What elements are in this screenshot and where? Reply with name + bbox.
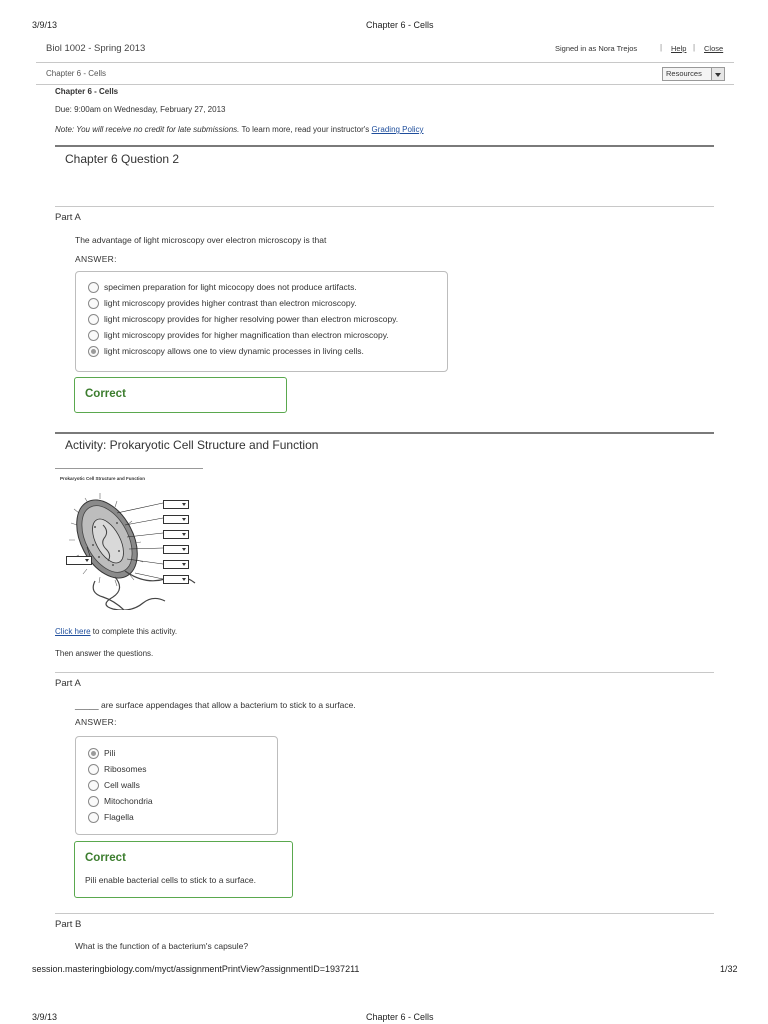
section-divider — [55, 432, 714, 434]
choice-label: Pili — [104, 748, 116, 758]
late-note-italic: Note: You will receive no credit for late submissions. — [55, 125, 240, 134]
label-dropdown[interactable] — [163, 500, 189, 509]
label-dropdown[interactable] — [66, 556, 92, 565]
late-note — [55, 125, 424, 134]
feedback-title: Correct — [85, 388, 126, 400]
resources-dropdown[interactable] — [662, 67, 725, 81]
question-text: _____ are surface appendages that allow a bacterium to stick to a surface. — [75, 700, 356, 710]
help-link[interactable]: Help — [671, 44, 687, 53]
radio-button[interactable] — [88, 780, 99, 791]
answer-choice[interactable] — [88, 330, 389, 341]
choice-label: Ribosomes — [104, 764, 147, 774]
feedback-box — [74, 841, 293, 898]
part-divider — [55, 672, 714, 673]
header-separator: | — [660, 43, 663, 52]
choice-label: specimen preparation for light micocopy does not produce artifacts. — [104, 282, 357, 292]
part-divider — [55, 206, 714, 207]
radio-button-selected[interactable] — [88, 748, 99, 759]
question-text: The advantage of light microscopy over electron microscopy is that — [75, 235, 327, 245]
answer-choices — [75, 736, 278, 835]
header-separator: | — [693, 43, 696, 52]
part-label: Part A — [55, 212, 81, 223]
feedback-message: Pili enable bacterial cells to stick to a surface. — [85, 875, 257, 885]
print-date: 3/9/13 — [32, 20, 58, 30]
label-dropdown[interactable] — [163, 530, 189, 539]
print-title: Chapter 6 - Cells — [366, 20, 434, 30]
grading-policy-link[interactable]: Grading Policy — [371, 125, 424, 134]
answer-choice[interactable] — [88, 764, 147, 775]
resources-label: Resources — [666, 69, 702, 78]
answer-choice[interactable] — [88, 812, 134, 823]
part-label: Part A — [55, 678, 81, 689]
activity-instruction-text: to complete this activity. — [90, 627, 178, 636]
chevron-down-icon — [711, 68, 724, 80]
question-title: Chapter 6 Question 2 — [65, 152, 180, 166]
label-dropdown[interactable] — [163, 515, 189, 524]
print-date: 3/9/13 — [32, 1012, 58, 1022]
then-answer-text: Then answer the questions. — [55, 649, 154, 658]
answer-choice[interactable] — [88, 298, 357, 309]
part-label: Part B — [55, 919, 82, 930]
question-text: What is the function of a bacterium's capsule? — [75, 941, 249, 951]
answer-choice[interactable] — [88, 748, 115, 759]
choice-label: light microscopy provides higher contrast than electron microscopy. — [104, 298, 357, 308]
radio-button[interactable] — [88, 796, 99, 807]
choice-label: Mitochondria — [104, 796, 153, 806]
radio-button[interactable] — [88, 812, 99, 823]
radio-button[interactable] — [88, 764, 99, 775]
choice-label: Cell walls — [104, 780, 140, 790]
assignment-title: Chapter 6 - Cells — [55, 87, 119, 96]
label-dropdown[interactable] — [163, 560, 189, 569]
radio-button[interactable] — [88, 298, 99, 309]
figure-caption: Prokaryotic Cell Structure and Function — [60, 476, 146, 481]
label-dropdown[interactable] — [163, 575, 189, 584]
activity-title: Activity: Prokaryotic Cell Structure and Function — [65, 438, 319, 452]
print-url: session.masteringbiology.com/myct/assignmentPrintView?assignmentID=1937211 — [32, 964, 360, 974]
answer-choice[interactable] — [88, 314, 398, 325]
answer-label: ANSWER: — [75, 254, 117, 264]
click-here-link[interactable]: Click here — [55, 627, 91, 636]
figure-rule — [55, 468, 203, 469]
breadcrumb: Chapter 6 - Cells — [46, 69, 107, 78]
answer-choice[interactable] — [88, 282, 357, 293]
radio-button[interactable] — [88, 314, 99, 325]
due-date: Due: 9:00am on Wednesday, February 27, 2013 — [55, 105, 226, 114]
course-name: Biol 1002 - Spring 2013 — [46, 43, 146, 54]
answer-choice[interactable] — [88, 780, 140, 791]
label-dropdown[interactable] — [163, 545, 189, 554]
feedback-box — [74, 377, 287, 413]
choice-label: light microscopy provides for higher magnification than electron microscopy. — [104, 330, 389, 340]
feedback-title: Correct — [85, 852, 126, 864]
print-title: Chapter 6 - Cells — [366, 1012, 434, 1022]
breadcrumb-divider — [36, 84, 734, 85]
choice-label: Flagella — [104, 812, 134, 822]
answer-choice[interactable] — [88, 796, 153, 807]
radio-button[interactable] — [88, 282, 99, 293]
choice-label: light microscopy allows one to view dynamic processes in living cells. — [104, 346, 364, 356]
late-note-text: To learn more, read your instructor's — [239, 125, 372, 134]
radio-button-selected[interactable] — [88, 346, 99, 357]
choice-label: light microscopy provides for higher resolving power than electron microscopy. — [104, 314, 399, 324]
radio-button[interactable] — [88, 330, 99, 341]
part-divider — [55, 913, 714, 914]
answer-choices — [75, 271, 448, 372]
answer-label: ANSWER: — [75, 717, 117, 727]
section-divider — [55, 145, 714, 147]
activity-instruction — [55, 627, 177, 636]
answer-choice[interactable] — [88, 346, 364, 357]
print-page-number: 1/32 — [720, 964, 738, 974]
close-link[interactable]: Close — [704, 44, 724, 53]
header-divider — [36, 62, 734, 63]
signed-in-text: Signed in as Nora Trejos — [555, 44, 638, 53]
